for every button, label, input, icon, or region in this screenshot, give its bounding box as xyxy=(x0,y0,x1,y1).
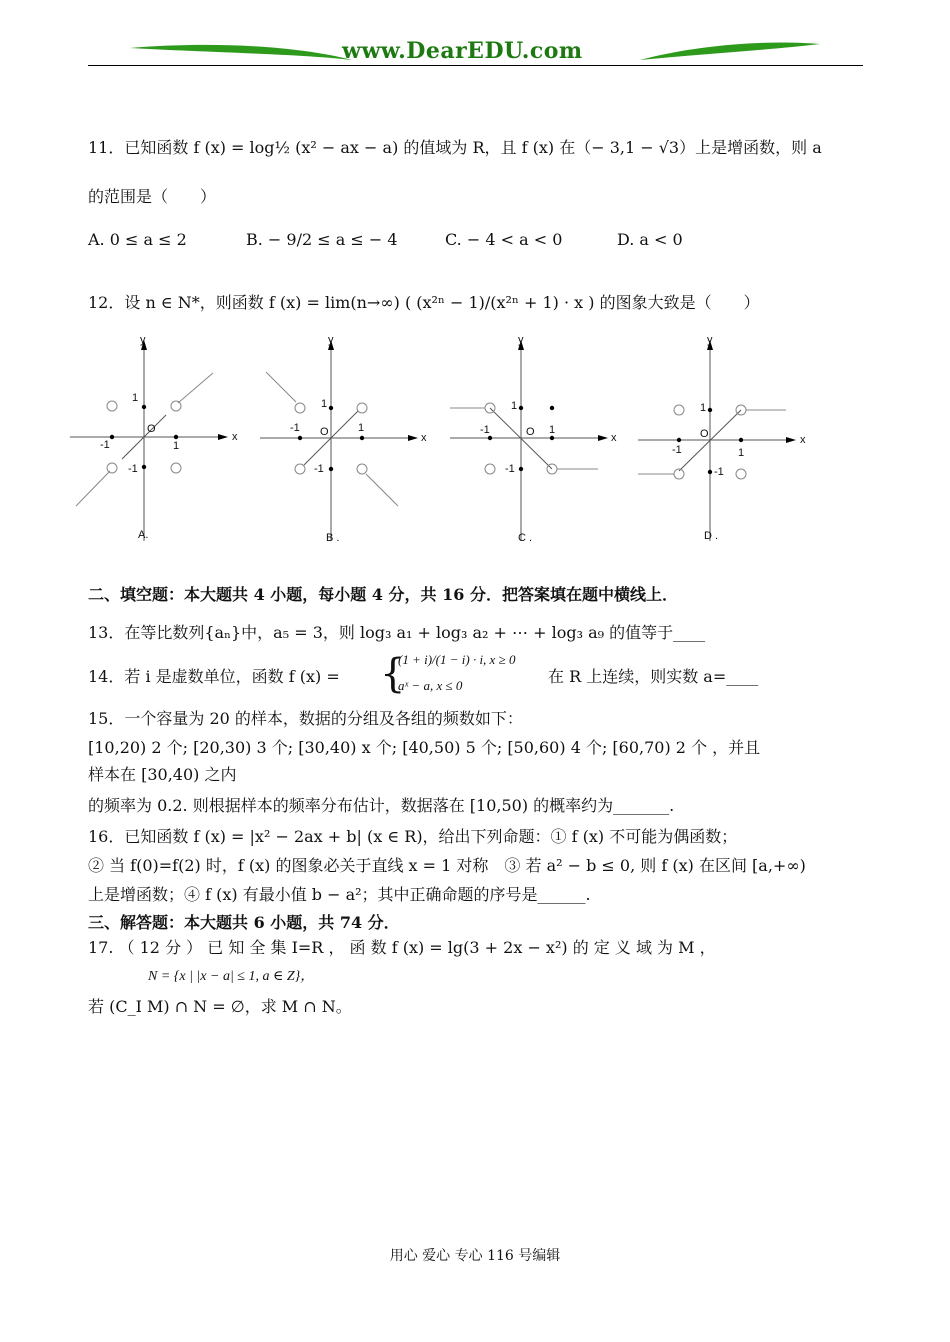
graph-d-x-label: x xyxy=(800,434,806,446)
graph-d-y1-label: 1 xyxy=(700,402,707,414)
graph-c-origin-label: O xyxy=(526,426,535,438)
graph-b-x-label: x xyxy=(421,432,427,444)
graph-a xyxy=(68,336,248,546)
q13-text: 13．在等比数列{aₙ}中，a₅ = 3，则 log₃ a₁ + log₃ a₂ + ⋯ + log₃ a₉ 的值等于____ xyxy=(88,623,706,642)
graph-b-caption: B . xyxy=(326,532,340,544)
q17-line3: 若 (C_I M) ∩ N = ∅，求 M ∩ N。 xyxy=(88,997,352,1016)
graph-c-x-label: x xyxy=(611,432,617,444)
graph-d-yneg1-label: -1 xyxy=(714,466,724,478)
graph-d xyxy=(636,336,816,546)
graph-a-origin-label: O xyxy=(147,423,156,435)
graph-c-y1-label: 1 xyxy=(511,400,518,412)
q16-line3: 上是增函数；④ f (x) 有最小值 b − a²；其中正确命题的序号是______. xyxy=(88,885,591,904)
q11-option-c: C. − 4 < a < 0 xyxy=(445,230,563,249)
graph-b-xneg1-label: -1 xyxy=(290,422,300,434)
graph-c-caption: C . xyxy=(518,532,533,544)
q11-option-a: A. 0 ≤ a ≤ 2 xyxy=(88,230,187,249)
q17-line1: 17. （ 12 分 ） 已 知 全 集 I=R ， 函 数 f (x) = lg(3 + 2x − x²) 的 定 义 域 为 M ， xyxy=(88,938,716,957)
section3-heading: 三、解答题：本大题共 6 小题，共 74 分． xyxy=(88,913,400,932)
graph-c-x1-label: 1 xyxy=(549,424,556,436)
header-rule xyxy=(88,65,863,66)
graph-b-y-label: y xyxy=(328,334,334,346)
q14-pre: 14．若 i 是虚数单位，函数 f (x) = xyxy=(88,667,340,686)
q15-line2: [10,20) 2 个; [20,30) 3 个; [30,40) x 个; [40,50) 5 个; [50,60) 4 个; [60,70) 2 个 ，并且 xyxy=(88,738,761,757)
graph-b xyxy=(258,336,438,546)
graph-a-plot xyxy=(68,336,248,546)
q15-line1: 15．一个容量为 20 的样本，数据的分组及各组的频数如下： xyxy=(88,709,523,728)
graph-a-yneg1-label: -1 xyxy=(128,463,138,475)
graph-d-xneg1-label: -1 xyxy=(672,444,682,456)
graph-b-y1-label: 1 xyxy=(321,398,328,410)
section2-heading: 二、填空题：本大题共 4 小题，每小题 4 分，共 16 分．把答案填在题中横线上． xyxy=(88,585,678,604)
graph-a-x1-label: 1 xyxy=(173,440,180,452)
graph-a-xneg1-label: -1 xyxy=(100,439,110,451)
q14-case1: (1 + i)/(1 − i) · i, x ≥ 0 xyxy=(398,652,516,667)
graph-c-yneg1-label: -1 xyxy=(505,463,515,475)
graph-c xyxy=(448,336,628,546)
graph-a-y1-label: 1 xyxy=(132,392,139,404)
q14-case2: aˣ − a, x ≤ 0 xyxy=(398,678,463,693)
graph-a-x-label: x xyxy=(232,431,238,443)
graph-d-origin-label: O xyxy=(700,428,709,440)
q11-line2: 的范围是（ ） xyxy=(88,187,217,206)
graph-b-yneg1-label: -1 xyxy=(314,463,324,475)
site-name[interactable]: www.DearEDU.com xyxy=(342,38,583,64)
q14-brace: { xyxy=(380,651,406,697)
q17-line2: N = {x | |x − a| ≤ 1, a ∈ Z}， xyxy=(148,969,315,984)
q14 xyxy=(88,652,848,702)
q11-option-b: B. − 9/2 ≤ a ≤ − 4 xyxy=(246,230,398,249)
graph-c-y-label: y xyxy=(518,334,524,346)
graph-a-caption: A. xyxy=(138,529,149,541)
graph-b-x1-label: 1 xyxy=(358,422,365,434)
q11-option-d: D. a < 0 xyxy=(617,230,683,249)
q11-line1: 11．已知函数 f (x) = log½ (x² − ax − a) 的值域为 R，且 f (x) 在（− 3,1 − √3）上是增函数，则 a xyxy=(88,138,822,157)
graph-d-y-label: y xyxy=(707,334,713,346)
graph-d-x1-label: 1 xyxy=(738,447,745,459)
q15-line4: 的频率为 0.2. 则根据样本的频率分布估计，数据落在 [10,50) 的概率约为_______. xyxy=(88,796,675,815)
footer-text: 用心 爱心 专心 116 号编辑 xyxy=(389,1248,561,1264)
graph-b-origin-label: O xyxy=(320,426,329,438)
q16-line1: 16．已知函数 f (x) = |x² − 2ax + b| (x ∈ R)，给出下列命题：① f (x) 不可能为偶函数； xyxy=(88,827,738,846)
graph-d-plot xyxy=(636,336,816,546)
q15-line3: 样本在 [30,40) 之内 xyxy=(88,765,237,784)
q16-line2: ② 当 f(0)=f(2) 时，f (x) 的图象必关于直线 x = 1 对称 ③ 若 a² − b ≤ 0, 则 f (x) 在区间 [a,+∞) xyxy=(88,856,806,875)
graph-a-y-label: y xyxy=(140,334,146,346)
q12-text: 12．设 n ∈ N*，则函数 f (x) = lim(n→∞) ( (x²ⁿ − 1)/(x²ⁿ + 1) · x ) 的图象大致是（ ） xyxy=(88,293,760,312)
q14-post: 在 R 上连续，则实数 a=____ xyxy=(548,667,759,686)
graph-d-caption: D . xyxy=(704,530,719,542)
graph-c-xneg1-label: -1 xyxy=(480,424,490,436)
graph-b-plot xyxy=(258,336,438,546)
graph-c-plot xyxy=(448,336,628,546)
